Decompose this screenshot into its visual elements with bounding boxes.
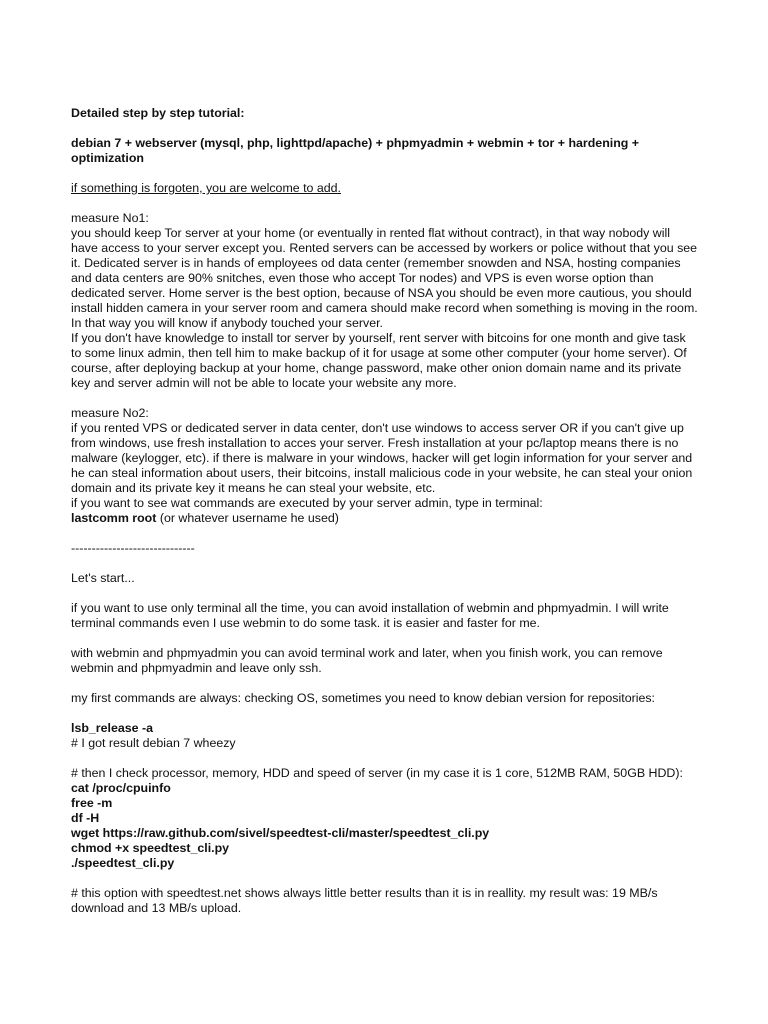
first-commands: my first commands are always: checking OS, sometimes you need to know debian version for repositories: bbox=[71, 691, 655, 705]
lsb-result: # I got result debian 7 wheezy bbox=[71, 736, 236, 750]
command-line: chmod +x speedtest_cli.py bbox=[71, 841, 230, 855]
measure2-paragraph1: if you rented VPS or dedicated server in data center, don't use windows to access server OR if you can't give up from windows, use fresh installation to acces your server. Fresh installation at your pc/laptop means there is no malware (keylogger, etc). if there is malware in your windows, hacker will get login information for your server and he can steal information about users, their bitcoins, install malicious code in your website, he can steal your onion domain and its private key it means he can steal your website, etc. bbox=[71, 421, 693, 495]
invite-text: if something is forgoten, you are welcome to add. bbox=[71, 181, 341, 195]
webmin-note: with webmin and phpmyadmin you can avoid terminal work and later, when you finish work, you can remove webmin and phpmyadmin and leave only ssh. bbox=[71, 646, 663, 675]
command-line: wget https://raw.github.com/sivel/speedtest-cli/master/speedtest_cli.py bbox=[71, 826, 490, 840]
command-line: df -H bbox=[71, 811, 100, 825]
measure2-title: measure No2: bbox=[71, 406, 149, 420]
measure2-paragraph2: if you want to see wat commands are executed by your server admin, type in terminal: bbox=[71, 496, 543, 510]
separator: ------------------------------ bbox=[71, 541, 195, 555]
lets-start: Let's start... bbox=[71, 571, 135, 585]
lsb-command: lsb_release -a bbox=[71, 721, 153, 735]
heading: Detailed step by step tutorial: bbox=[71, 106, 245, 120]
terminal-note: if you want to use only terminal all the time, you can avoid installation of webmin and phpmyadmin. I will write terminal commands even I use webmin to do some task. it is easier and faster for me. bbox=[71, 601, 669, 630]
measure1-paragraph2: If you don't have knowledge to install tor server by yourself, rent server with bitcoins for one month and give task to some linux admin, then tell him to make backup of it for usage at some other computer (your home server). Of course, after deploying backup at your home, change password, make other onion domain name and its private key and server admin will not be able to locate your website any more. bbox=[71, 331, 687, 390]
measure1-paragraph1: you should keep Tor server at your home (or eventually in rented flat without contract), in that way nobody will have access to your server except you. Rented servers can be accessed by workers or police without that you see it. Dedicated server is in hands of employees od data center (remember snowden and NSA, hosting companies and data centers are 90% snitches, even those who accept Tor nodes) and VPS is even worse option than dedicated server. Home server is the best option, because of NSA you should be even more cautious, you should install hidden camera in your server room and camera should make record when something is moving in the room. In that way you will know if anybody touched your server. bbox=[71, 226, 698, 330]
lastcomm-note: (or whatever username he used) bbox=[156, 511, 339, 525]
speedtest-note: # this option with speedtest.net shows always little better results than it is in reallity. my result was: 19 MB/s download and 13 MB/s upload. bbox=[71, 886, 658, 915]
command-line: cat /proc/cpuinfo bbox=[71, 781, 171, 795]
command-line: free -m bbox=[71, 796, 113, 810]
subheading: debian 7 + webserver (mysql, php, lighttpd/apache) + phpmyadmin + webmin + tor + hardening + optimization bbox=[71, 136, 640, 165]
check-note: # then I check processor, memory, HDD and speed of server (in my case it is 1 core, 512MB RAM, 50GB HDD): bbox=[71, 766, 683, 780]
lastcomm-command: lastcomm root bbox=[71, 511, 157, 525]
lastcomm-line bbox=[71, 511, 698, 526]
command-line: ./speedtest_cli.py bbox=[71, 856, 175, 870]
measure1-title: measure No1: bbox=[71, 211, 149, 225]
